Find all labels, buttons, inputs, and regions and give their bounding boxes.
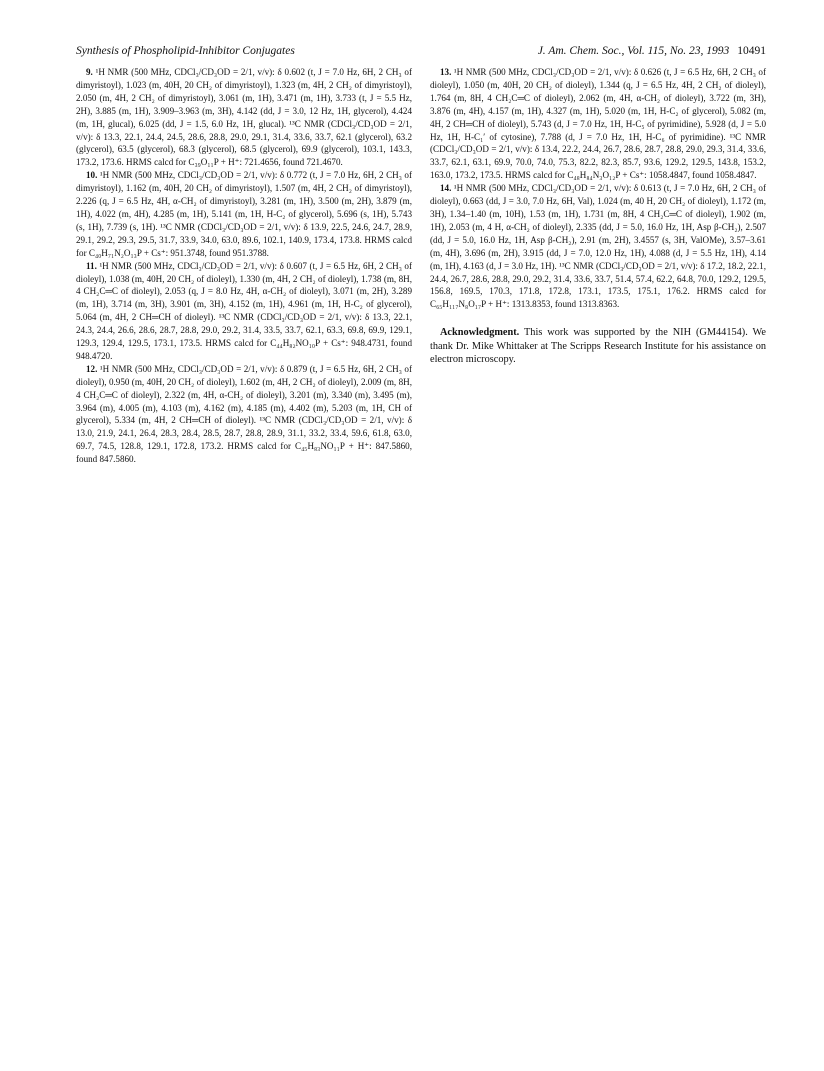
compound-number: 13.	[440, 67, 452, 77]
compound-entry-11	[76, 260, 412, 363]
compound-data: ¹H NMR (500 MHz, CDCl₃/CD₃OD = 2/1, v/v): δ 0.607 (t, J = 6.5 Hz, 6H, 2 CH₃ of dioleyl), 1.038 (m, 40H, 20 CH₂ of dioleyl), 1.330 (m, 4H, 2 CH₂ of dioleyl), 1.738 (m, 8H, 4 CH₂C═C of dioleyl), 2.053 (q, J = 8.0 Hz, 4H, α-CH₂ of dioleyl), 3.071 (m, 2H), 3.289 (m, 1H), 3.714 (m, 3H), 3.901 (m, 3H), 4.152 (m, 1H), 4.961 (m, 1H, H-C₂ of glycerol), 5.064 (m, 4H, 2 CH═CH of dioleyl). ¹³C NMR (CDCl₃/CD₃OD = 2/1, v/v): δ 13.3, 22.1, 24.3, 24.4, 26.6, 28.6, 28.7, 28.8, 29.0, 29.2, 31.4, 33.5, 33.7, 62.1, 63.3, 69.8, 69.9, 129.1, 129.3, 129.4, 129.5, 173.1, 173.5. HRMS calcd for C₄₄H₈₂NO₁₀P + Cs⁺: 948.4731, found 948.4720.	[76, 260, 412, 361]
compound-entry-13	[430, 66, 766, 182]
compound-number: 9.	[86, 67, 93, 77]
journal-citation	[538, 43, 766, 59]
compound-entry-14	[430, 182, 766, 311]
compound-entry-9	[76, 66, 412, 169]
acknowledgment-title: Acknowledgment.	[440, 327, 520, 339]
acknowledgment	[430, 326, 766, 367]
right-column	[430, 66, 766, 377]
running-title: Synthesis of Phospholipid-Inhibitor Conjugates	[76, 45, 295, 57]
compound-data: ¹H NMR (500 MHz, CDCl₃/CD₃OD = 2/1, v/v): δ 0.772 (t, J = 7.0 Hz, 6H, 2 CH₃ of dimyristoyl), 1.162 (m, 40H, 20 CH₂ of dimyristoyl), 1.507 (m, 4H, 2 CH₂ of dimyristoyl), 2.226 (q, J = 6.5 Hz, 4H, α-CH₂ of dimyristoyl), 3.281 (m, 1H), 3.500 (m, 2H), 3.879 (m, 1H), 4.022 (m, 4H), 4.285 (m, 1H), 5.141 (m, 1H, H-C₂ of glycerol), 5.696 (s, 1H), 5.743 (s, 1H), 7.739 (s, 1H). ¹³C NMR (CDCl₃/CD₃OD = 2/1, v/v): δ 13.9, 22.5, 24.6, 24.7, 28.9, 29.1, 29.2, 29.3, 29.5, 31.7, 33.9, 34.0, 63.0, 89.6, 102.1, 140.9, 173.4, 173.8. HRMS calcd for C₄₀H₇₁N₂O₁₃P + Cs⁺: 951.3748, found 951.3788.	[76, 170, 413, 258]
compound-number: 11.	[86, 260, 97, 271]
compound-entry-10	[76, 169, 412, 259]
running-head	[76, 43, 766, 59]
left-column	[76, 66, 412, 466]
page-number: 10491	[737, 45, 766, 57]
compound-number: 10.	[86, 170, 98, 181]
journal-reference: J. Am. Chem. Soc., Vol. 115, No. 23, 1993	[537, 45, 730, 57]
compound-number: 14.	[440, 183, 452, 194]
compound-entry-12	[76, 363, 412, 466]
compound-number: 12.	[86, 363, 98, 374]
compound-data: ¹H NMR (500 MHz, CDCl₃/CD₃OD = 2/1, v/v): δ 0.613 (t, J = 7.0 Hz, 6H, 2 CH₃ of dioleyl), 0.663 (dd, J = 3.0, 7.0 Hz, 6H, Val), 1.024 (m, 40 H, 20 CH₂ of dioleyl), 1.172 (m, 3H), 1.34–1.40 (m, 10H), 1.53 (m, 1H), 1.731 (m, 8H, 4 CH₂C═C of dioleyl), 1.902 (m, 1H), 2.053 (m, 4 H, α-CH₂ of dioleyl), 2.335 (dd, J = 5.0, 16.0 Hz, 1H, Asp β-CH₂), 2.507 (dd, J = 5.0, 16.0 Hz, 1H, Asp β-CH₂), 2.91 (m, 2H), 3.4557 (s, 3H, ValOMe), 3.57–3.61 (m, 4H), 3.696 (m, 2H), 3.915 (dd, J = 7.0, 12.0 Hz, 1H), 4.088 (d, J = 5.5 Hz, 1H), 4.14 (m, 1H), 4.163 (d, J = 3.0 Hz, 1H). ¹³C NMR (CDCl₃/CD₃OD = 2/1, v/v): δ 17.2, 18.2, 22.1, 24.4, 26.7, 28.6, 28.8, 29.0, 29.2, 31.4, 33.6, 33.7, 51.4, 57.4, 62.2, 64.8, 70.0, 129.2, 129.5, 156.8, 169.5, 170.3, 171.8, 172.8, 173.1, 173.5, 175.1, 176.2. HRMS calcd for C₆₅H₁₁₇N₈O₁₇P + H⁺: 1313.8353, found 1313.8363.	[430, 183, 767, 310]
compound-data: ¹H NMR (500 MHz, CDCl₃/CD₃OD = 2/1, v/v): δ 0.879 (t, J = 6.5 Hz, 6H, 2 CH₃ of dioleyl), 0.950 (m, 40H, 20 CH₂ of dioleyl), 1.602 (m, 4H, 2 CH₂ of dioleyl), 2.009 (m, 8H, 4 CH₂C═C of dioleyl), 2.322 (m, 4H, α-CH₂ of dioleyl), 3.201 (m), 3.340 (m), 3.495 (m), 3.964 (m), 4.005 (m), 4.103 (m), 4.162 (m), 4.185 (m), 4.402 (m), 5.203 (m, 1H, CH of glycerol), 5.334 (m, 4H, 2 CH═CH of dioleyl). ¹³C NMR (CDCl₃/CD₃OD = 2/1, v/v): δ 13.0, 21.9, 24.1, 26.4, 28.3, 28.4, 28.5, 28.7, 28.8, 28.9, 31.1, 33.2, 33.4, 59.6, 61.8, 63.0, 69.7, 74.5, 128.8, 129.1, 172.8, 173.2. HRMS calcd for C₄₅H₈₃NO₁₁P + H⁺: 847.5860, found 847.5860.	[76, 363, 413, 465]
compound-data: ¹H NMR (500 MHz, CDCl₃/CD₃OD = 2/1, v/v): δ 0.626 (t, J = 6.5 Hz, 6H, 2 CH₃ of dioleyl), 1.050 (m, 40H, 20 CH₂ of dioleyl), 1.344 (q, J = 6.5 Hz, 4H, 2 CH₂ of dioleyl), 1.764 (m, 8H, 4 CH₂C═C of dioleyl), 2.062 (m, 4H, α-CH₂ of dioleyl), 3.722 (m, 3H), 3.876 (m, 4H), 4.157 (m, 1H), 4.327 (m, 1H), 5.020 (m, 1H, H-C₂ of glycerol), 5.082 (m, 4H, 2 CH═CH of dioleyl), 5.743 (d, J = 7.0 Hz, 1H, H-C₅ of pyrimidine), 5.928 (d, J = 5.0 Hz, 1H, H-C₁′ of cytosine), 7.788 (d, J = 7.0 Hz, 1H, H-C₆ of pyrimidine). ¹³C NMR (CDCl₃/CD₃OD = 2/1, v/v): δ 13.4, 22.2, 24.4, 26.7, 28.6, 28.7, 28.8, 29.0, 29.3, 31.4, 33.6, 33.7, 62.1, 63.1, 69.9, 70.0, 74.0, 75.3, 82.2, 82.3, 85.7, 93.6, 129.2, 129.5, 143.8, 153.2, 163.0, 173.2, 173.5. HRMS calcd for C₄₈H₈₄N₃O₁₂P + Cs⁺: 1058.4847, found 1058.4847.	[430, 67, 767, 181]
acknowledgment-text: This work was supported by the NIH (GM44154). We thank Dr. Mike Whittaker at The Scripps Research Institute for his assistance on electron microscopy.	[430, 327, 767, 366]
compound-data: ¹H NMR (500 MHz, CDCl₃/CD₃OD = 2/1, v/v): δ 0.602 (t, J = 7.0 Hz, 6H, 2 CH₃ of dimyristoyl), 1.023 (m, 40H, 20 CH₂ of dimyristoyl), 1.323 (m, 4H, 2 CH₂ of dimyristoyl), 2.050 (m, 4H, 2 CH₂ of dimyristoyl), 3.061 (m, 1H), 3.471 (m, 1H), 3.733 (t, J = 5.5 Hz, 2H), 3.885 (m, 1H), 3.909–3.963 (m, 3H), 4.142 (dd, J = 3.0, 12 Hz, 1H, glycerol), 4.424 (m, 1H, glucal), 6.025 (dd, J = 1.5, 6.0 Hz, 1H, glucal). ¹³C NMR (CDCl₃/CD₃OD = 2/1, v/v): δ 13.3, 22.1, 24.4, 24.5, 28.6, 28.8, 29.0, 29.1, 31.4, 33.6, 33.7, 62.1 (glycerol), 63.2 (glycerol), 63.5 (glycerol), 68.3 (glycerol), 68.5 (glycerol), 69.9 (glycerol), 103.1, 143.3, 173.2, 173.6. HRMS calcd for C₃₉O₁₁P + H⁺: 721.4656, found 721.4670.	[76, 67, 413, 168]
